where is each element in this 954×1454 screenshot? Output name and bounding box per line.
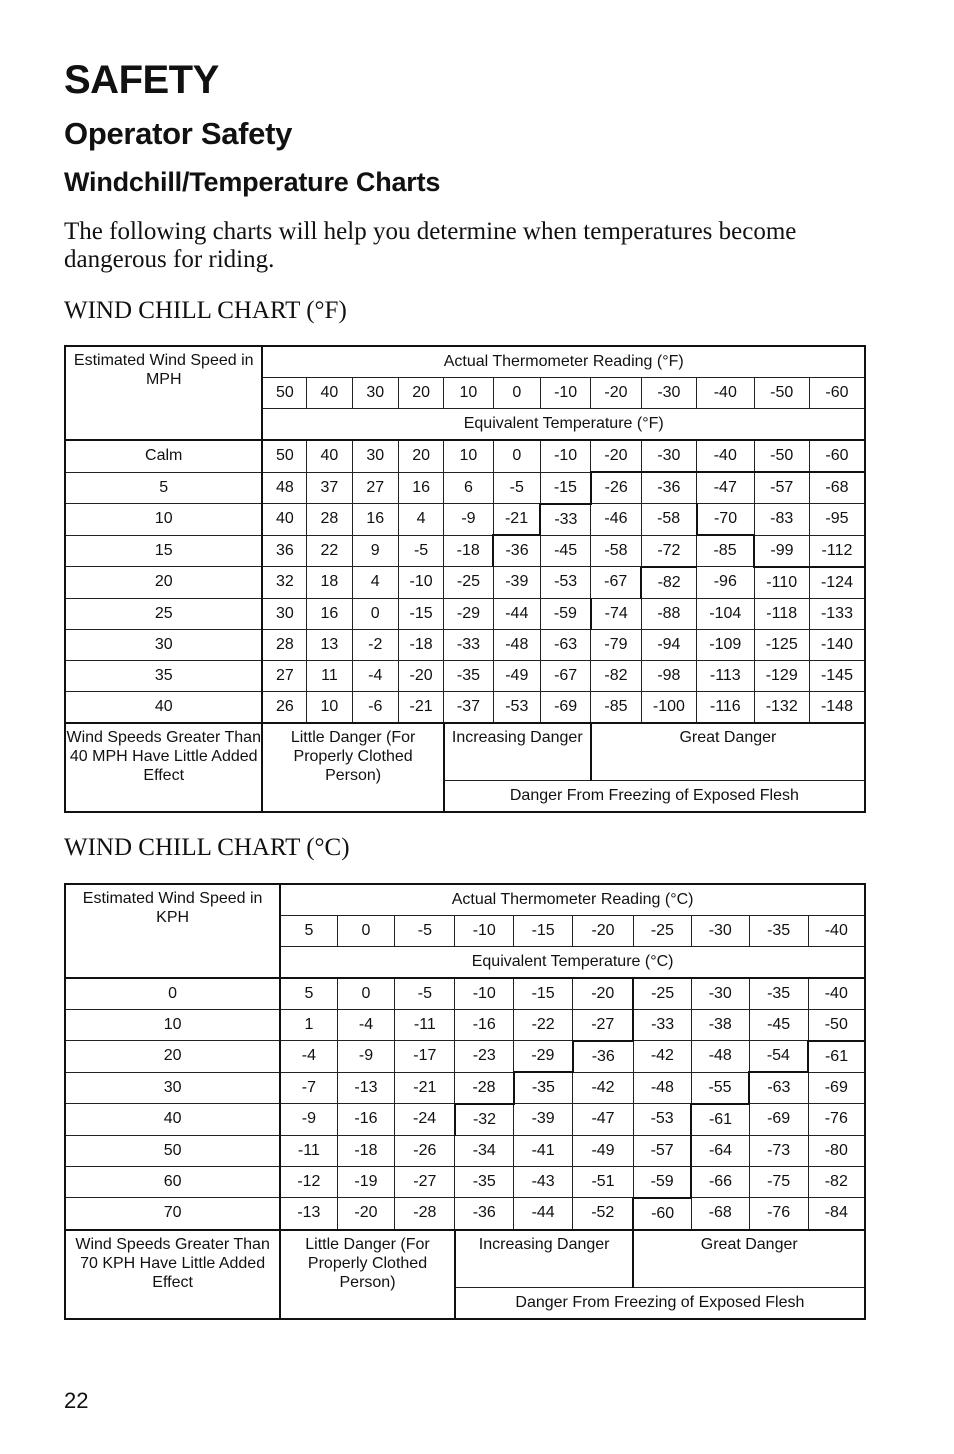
windchill-value-cell: -10 bbox=[398, 567, 443, 599]
table-row bbox=[65, 1041, 865, 1073]
windchill-value-cell: -58 bbox=[591, 535, 641, 567]
windchill-value-cell: 10 bbox=[307, 691, 352, 723]
wind-speed-cell: 20 bbox=[65, 567, 262, 599]
windchill-value-cell: -45 bbox=[749, 1009, 808, 1041]
windchill-value-cell: -51 bbox=[573, 1166, 634, 1198]
table-row bbox=[65, 535, 865, 567]
windchill-value-cell: 22 bbox=[307, 535, 352, 567]
windchill-value-cell: -58 bbox=[641, 504, 696, 536]
windchill-value-cell: -47 bbox=[573, 1104, 634, 1136]
windchill-value-cell: -13 bbox=[337, 1072, 395, 1104]
windchill-value-cell: -60 bbox=[633, 1198, 691, 1230]
windchill-value-cell: 1 bbox=[280, 1009, 337, 1041]
windchill-value-cell: 16 bbox=[307, 598, 352, 629]
windchill-value-cell: -48 bbox=[493, 629, 540, 660]
subsection-title: Operator Safety bbox=[64, 116, 293, 151]
windchill-value-cell: -2 bbox=[352, 629, 398, 660]
windchill-value-cell: -85 bbox=[697, 535, 754, 567]
great-danger-legend: Great Danger bbox=[633, 1230, 865, 1288]
temperature-header-cell: -10 bbox=[455, 915, 514, 946]
windchill-value-cell: -42 bbox=[573, 1072, 634, 1104]
windchill-value-cell: -4 bbox=[337, 1009, 395, 1041]
windchill-value-cell: -49 bbox=[573, 1135, 634, 1166]
wind-speed-cell: 15 bbox=[65, 535, 262, 567]
windchill-value-cell: -4 bbox=[352, 660, 398, 691]
table-row bbox=[65, 504, 865, 536]
windchill-value-cell: -76 bbox=[808, 1104, 865, 1136]
temperature-header-cell: -35 bbox=[749, 915, 808, 946]
freezing-danger-legend: Danger From Freezing of Exposed Flesh bbox=[455, 1287, 865, 1319]
windchill-value-cell: -53 bbox=[540, 567, 590, 599]
windchill-value-cell: -16 bbox=[455, 1009, 514, 1041]
table-row bbox=[65, 567, 865, 599]
windchill-value-cell: -99 bbox=[754, 535, 809, 567]
windchill-value-cell: -70 bbox=[697, 504, 754, 536]
windchill-value-cell: -50 bbox=[808, 1009, 865, 1041]
actual-reading-header: Actual Thermometer Reading (°C) bbox=[280, 884, 865, 916]
wind-speed-note: Wind Speeds Greater Than 40 MPH Have Little Added Effect bbox=[65, 723, 262, 812]
wind-speed-cell: 25 bbox=[65, 598, 262, 629]
windchill-value-cell: -45 bbox=[540, 535, 590, 567]
windchill-value-cell: -33 bbox=[633, 1009, 691, 1041]
windchill-value-cell: -60 bbox=[809, 440, 865, 472]
windchill-value-cell: -15 bbox=[540, 472, 590, 504]
windchill-value-cell: 18 bbox=[307, 567, 352, 599]
windchill-value-cell: -76 bbox=[749, 1198, 808, 1230]
windchill-value-cell: -148 bbox=[809, 691, 865, 723]
windchill-value-cell: -6 bbox=[352, 691, 398, 723]
windchill-value-cell: -20 bbox=[337, 1198, 395, 1230]
windchill-value-cell: -17 bbox=[395, 1041, 455, 1073]
equivalent-temperature-header: Equivalent Temperature (°C) bbox=[280, 946, 865, 978]
windchill-value-cell: -85 bbox=[591, 691, 641, 723]
increasing-danger-legend: Increasing Danger bbox=[444, 723, 591, 781]
windchill-value-cell: -100 bbox=[641, 691, 696, 723]
windchill-value-cell: -63 bbox=[540, 629, 590, 660]
windchill-value-cell: 16 bbox=[398, 472, 443, 504]
table-row bbox=[65, 1135, 865, 1166]
windchill-value-cell: -64 bbox=[691, 1135, 749, 1166]
windchill-value-cell: -7 bbox=[280, 1072, 337, 1104]
wind-speed-cell: Calm bbox=[65, 440, 262, 472]
windchill-value-cell: -96 bbox=[697, 567, 754, 599]
windchill-value-cell: -29 bbox=[514, 1041, 573, 1073]
windchill-value-cell: -26 bbox=[395, 1135, 455, 1166]
windchill-value-cell: -44 bbox=[493, 598, 540, 629]
temperature-header-cell: 0 bbox=[337, 915, 395, 946]
windchill-value-cell: -88 bbox=[641, 598, 696, 629]
windchill-value-cell: -21 bbox=[493, 504, 540, 536]
windchill-value-cell: -54 bbox=[749, 1041, 808, 1073]
wind-speed-cell: 50 bbox=[65, 1135, 280, 1166]
windchill-value-cell: -19 bbox=[337, 1166, 395, 1198]
windchill-value-cell: -75 bbox=[749, 1166, 808, 1198]
windchill-value-cell: -109 bbox=[697, 629, 754, 660]
windchill-value-cell: -15 bbox=[398, 598, 443, 629]
windchill-value-cell: -9 bbox=[280, 1104, 337, 1136]
page-number: 22 bbox=[64, 1388, 89, 1413]
wind-speed-cell: 40 bbox=[65, 691, 262, 723]
windchill-value-cell: -4 bbox=[280, 1041, 337, 1073]
table-row bbox=[65, 978, 865, 1010]
windchill-value-cell: 9 bbox=[352, 535, 398, 567]
windchill-value-cell: -82 bbox=[808, 1166, 865, 1198]
windchill-value-cell: -21 bbox=[398, 691, 443, 723]
windchill-value-cell: -34 bbox=[455, 1135, 514, 1166]
windchill-value-cell: -57 bbox=[633, 1135, 691, 1166]
windchill-value-cell: -13 bbox=[280, 1198, 337, 1230]
windchill-value-cell: -72 bbox=[641, 535, 696, 567]
windchill-value-cell: -104 bbox=[697, 598, 754, 629]
wind-speed-cell: 0 bbox=[65, 978, 280, 1010]
windchill-value-cell: -110 bbox=[754, 567, 809, 599]
table-row bbox=[65, 598, 865, 629]
windchill-value-cell: 4 bbox=[352, 567, 398, 599]
windchill-value-cell: -48 bbox=[691, 1041, 749, 1073]
temperature-header-cell: 0 bbox=[493, 378, 540, 409]
windchill-value-cell: 36 bbox=[262, 535, 306, 567]
windchill-value-cell: 5 bbox=[280, 978, 337, 1010]
windchill-value-cell: -9 bbox=[444, 504, 493, 536]
windchill-value-cell: 37 bbox=[307, 472, 352, 504]
actual-reading-header: Actual Thermometer Reading (°F) bbox=[262, 346, 865, 378]
windchill-value-cell: -98 bbox=[641, 660, 696, 691]
windchill-value-cell: -36 bbox=[493, 535, 540, 567]
windchill-value-cell: 40 bbox=[307, 440, 352, 472]
windchill-value-cell: -29 bbox=[444, 598, 493, 629]
windchill-value-cell: -25 bbox=[633, 978, 691, 1010]
windchill-value-cell: -82 bbox=[591, 660, 641, 691]
windchill-value-cell: -69 bbox=[808, 1072, 865, 1104]
windchill-value-cell: -67 bbox=[591, 567, 641, 599]
temperature-header-cell: 10 bbox=[444, 378, 493, 409]
windchill-value-cell: -37 bbox=[444, 691, 493, 723]
temperature-header-cell: 50 bbox=[262, 378, 306, 409]
wind-speed-cell: 30 bbox=[65, 1072, 280, 1104]
windchill-value-cell: -63 bbox=[749, 1072, 808, 1104]
windchill-value-cell: -32 bbox=[455, 1104, 514, 1136]
table-row bbox=[65, 1198, 865, 1230]
heading: Windchill/Temperature Charts bbox=[64, 167, 441, 197]
windchill-value-cell: -84 bbox=[808, 1198, 865, 1230]
table-row bbox=[65, 1104, 865, 1136]
windchill-value-cell: 27 bbox=[262, 660, 306, 691]
temperature-header-cell: -15 bbox=[514, 915, 573, 946]
windchill-value-cell: -33 bbox=[540, 504, 590, 536]
windchill-value-cell: -27 bbox=[573, 1009, 634, 1041]
windchill-value-cell: 26 bbox=[262, 691, 306, 723]
windchill-value-cell: -40 bbox=[697, 440, 754, 472]
windchill-value-cell: -16 bbox=[337, 1104, 395, 1136]
table-row bbox=[65, 1009, 865, 1041]
windchill-value-cell: -145 bbox=[809, 660, 865, 691]
windchill-value-cell: 32 bbox=[262, 567, 306, 599]
windchill-value-cell: -35 bbox=[514, 1072, 573, 1104]
windchill-value-cell: -113 bbox=[697, 660, 754, 691]
windchill-value-cell: -36 bbox=[573, 1041, 634, 1073]
windchill-value-cell: -25 bbox=[444, 567, 493, 599]
little-danger-legend: Little Danger (For Properly Clothed Person) bbox=[280, 1230, 455, 1319]
windchill-value-cell: -39 bbox=[514, 1104, 573, 1136]
windchill-value-cell: 28 bbox=[307, 504, 352, 536]
windchill-value-cell: -69 bbox=[749, 1104, 808, 1136]
windchill-value-cell: -5 bbox=[395, 978, 455, 1010]
fahrenheit-chart-title: WIND CHILL CHART (°F) bbox=[64, 297, 347, 324]
windchill-value-cell: 16 bbox=[352, 504, 398, 536]
windchill-value-cell: 0 bbox=[493, 440, 540, 472]
windchill-value-cell: -48 bbox=[633, 1072, 691, 1104]
windchill-value-cell: -41 bbox=[514, 1135, 573, 1166]
windchill-value-cell: -79 bbox=[591, 629, 641, 660]
windchill-value-cell: -38 bbox=[691, 1009, 749, 1041]
table-row bbox=[65, 691, 865, 723]
windchill-value-cell: 0 bbox=[337, 978, 395, 1010]
windchill-value-cell: -18 bbox=[444, 535, 493, 567]
freezing-danger-legend: Danger From Freezing of Exposed Flesh bbox=[444, 780, 865, 812]
windchill-value-cell: 13 bbox=[307, 629, 352, 660]
windchill-value-cell: -5 bbox=[398, 535, 443, 567]
windchill-value-cell: -55 bbox=[691, 1072, 749, 1104]
windchill-value-cell: -73 bbox=[749, 1135, 808, 1166]
windchill-value-cell: -35 bbox=[749, 978, 808, 1010]
windchill-value-cell: -36 bbox=[455, 1198, 514, 1230]
windchill-value-cell: -59 bbox=[540, 598, 590, 629]
intro-paragraph: The following charts will help you determine when temperatures become dangerous for riding. bbox=[64, 218, 797, 273]
windchill-value-cell: -18 bbox=[337, 1135, 395, 1166]
legend-row bbox=[65, 723, 865, 781]
windchill-value-cell: 50 bbox=[262, 440, 306, 472]
windchill-value-cell: -10 bbox=[455, 978, 514, 1010]
wind-speed-cell: 70 bbox=[65, 1198, 280, 1230]
windchill-value-cell: -61 bbox=[808, 1041, 865, 1073]
wind-speed-cell: 60 bbox=[65, 1166, 280, 1198]
windchill-value-cell: -26 bbox=[591, 472, 641, 504]
windchill-value-cell: -66 bbox=[691, 1166, 749, 1198]
windchill-value-cell: 4 bbox=[398, 504, 443, 536]
wind-speed-cell: 30 bbox=[65, 629, 262, 660]
windchill-value-cell: 40 bbox=[262, 504, 306, 536]
windchill-value-cell: -20 bbox=[398, 660, 443, 691]
table-row bbox=[65, 472, 865, 504]
windchill-value-cell: -35 bbox=[455, 1166, 514, 1198]
windchill-value-cell: -35 bbox=[444, 660, 493, 691]
windchill-value-cell: -61 bbox=[691, 1104, 749, 1136]
windchill-value-cell: -133 bbox=[809, 598, 865, 629]
temperature-header-cell: -10 bbox=[540, 378, 590, 409]
windchill-value-cell: -23 bbox=[455, 1041, 514, 1073]
windchill-value-cell: -49 bbox=[493, 660, 540, 691]
windchill-value-cell: -50 bbox=[754, 440, 809, 472]
windchill-value-cell: -116 bbox=[697, 691, 754, 723]
windchill-value-cell: -59 bbox=[633, 1166, 691, 1198]
table-row bbox=[65, 629, 865, 660]
table-row bbox=[65, 660, 865, 691]
section-title: SAFETY bbox=[64, 58, 219, 102]
windchill-value-cell: -74 bbox=[591, 598, 641, 629]
windchill-value-cell: -11 bbox=[280, 1135, 337, 1166]
windchill-value-cell: 27 bbox=[352, 472, 398, 504]
windchill-value-cell: -68 bbox=[691, 1198, 749, 1230]
wind-speed-cell: 20 bbox=[65, 1041, 280, 1073]
temperature-header-cell: -40 bbox=[697, 378, 754, 409]
windchill-value-cell: -132 bbox=[754, 691, 809, 723]
windchill-value-cell: 0 bbox=[352, 598, 398, 629]
windchill-value-cell: 30 bbox=[262, 598, 306, 629]
temperature-header-cell: -30 bbox=[691, 915, 749, 946]
windchill-value-cell: -9 bbox=[337, 1041, 395, 1073]
wind-speed-header: Estimated Wind Speed in MPH bbox=[65, 346, 262, 440]
header-row bbox=[65, 346, 865, 378]
legend-row bbox=[65, 1230, 865, 1288]
windchill-value-cell: -15 bbox=[514, 978, 573, 1010]
windchill-value-cell: -42 bbox=[633, 1041, 691, 1073]
table-row bbox=[65, 1166, 865, 1198]
windchill-value-cell: -83 bbox=[754, 504, 809, 536]
windchill-value-cell: -30 bbox=[691, 978, 749, 1010]
windchill-value-cell: -80 bbox=[808, 1135, 865, 1166]
windchill-value-cell: -43 bbox=[514, 1166, 573, 1198]
table-row bbox=[65, 440, 865, 472]
table-row bbox=[65, 1072, 865, 1104]
windchill-value-cell: -94 bbox=[641, 629, 696, 660]
temperature-header-cell: -25 bbox=[633, 915, 691, 946]
temperature-header-cell: 30 bbox=[352, 378, 398, 409]
header-row bbox=[65, 884, 865, 916]
windchill-value-cell: -53 bbox=[633, 1104, 691, 1136]
windchill-value-cell: -28 bbox=[395, 1198, 455, 1230]
temperature-header-cell: -60 bbox=[809, 378, 865, 409]
temperature-header-cell: -20 bbox=[591, 378, 641, 409]
windchill-value-cell: -124 bbox=[809, 567, 865, 599]
windchill-value-cell: -12 bbox=[280, 1166, 337, 1198]
windchill-value-cell: 20 bbox=[398, 440, 443, 472]
windchill-value-cell: 30 bbox=[352, 440, 398, 472]
windchill-value-cell: -125 bbox=[754, 629, 809, 660]
windchill-value-cell: -112 bbox=[809, 535, 865, 567]
wind-speed-cell: 35 bbox=[65, 660, 262, 691]
fahrenheit-windchill-table bbox=[64, 345, 866, 813]
windchill-value-cell: 11 bbox=[307, 660, 352, 691]
windchill-value-cell: -67 bbox=[540, 660, 590, 691]
windchill-value-cell: 28 bbox=[262, 629, 306, 660]
wind-speed-note: Wind Speeds Greater Than 70 KPH Have Little Added Effect bbox=[65, 1230, 280, 1319]
windchill-value-cell: -46 bbox=[591, 504, 641, 536]
windchill-value-cell: -24 bbox=[395, 1104, 455, 1136]
celsius-windchill-table bbox=[64, 883, 866, 1320]
windchill-value-cell: -20 bbox=[573, 978, 634, 1010]
windchill-value-cell: -57 bbox=[754, 472, 809, 504]
temperature-header-cell: -30 bbox=[641, 378, 696, 409]
wind-speed-cell: 5 bbox=[65, 472, 262, 504]
windchill-value-cell: -20 bbox=[591, 440, 641, 472]
windchill-value-cell: -27 bbox=[395, 1166, 455, 1198]
windchill-value-cell: -129 bbox=[754, 660, 809, 691]
windchill-value-cell: -21 bbox=[395, 1072, 455, 1104]
windchill-value-cell: -40 bbox=[808, 978, 865, 1010]
temperature-header-cell: 5 bbox=[280, 915, 337, 946]
temperature-header-cell: 40 bbox=[307, 378, 352, 409]
windchill-value-cell: -30 bbox=[641, 440, 696, 472]
celsius-chart-title: WIND CHILL CHART (°C) bbox=[64, 833, 350, 861]
windchill-value-cell: -28 bbox=[455, 1072, 514, 1104]
page-content bbox=[64, 56, 866, 1320]
windchill-value-cell: -53 bbox=[493, 691, 540, 723]
wind-speed-cell: 10 bbox=[65, 504, 262, 536]
windchill-value-cell: -118 bbox=[754, 598, 809, 629]
windchill-value-cell: -68 bbox=[809, 472, 865, 504]
windchill-value-cell: 6 bbox=[444, 472, 493, 504]
windchill-value-cell: -69 bbox=[540, 691, 590, 723]
windchill-value-cell: -22 bbox=[514, 1009, 573, 1041]
windchill-value-cell: -33 bbox=[444, 629, 493, 660]
windchill-value-cell: -82 bbox=[641, 567, 696, 599]
temperature-header-cell: -5 bbox=[395, 915, 455, 946]
windchill-value-cell: -18 bbox=[398, 629, 443, 660]
windchill-value-cell: -47 bbox=[697, 472, 754, 504]
windchill-value-cell: 10 bbox=[444, 440, 493, 472]
windchill-value-cell: -36 bbox=[641, 472, 696, 504]
windchill-value-cell: -39 bbox=[493, 567, 540, 599]
wind-speed-cell: 40 bbox=[65, 1104, 280, 1136]
wind-speed-cell: 10 bbox=[65, 1009, 280, 1041]
windchill-value-cell: -10 bbox=[540, 440, 590, 472]
temperature-header-cell: -20 bbox=[573, 915, 634, 946]
windchill-value-cell: -44 bbox=[514, 1198, 573, 1230]
windchill-value-cell: -11 bbox=[395, 1009, 455, 1041]
wind-speed-header: Estimated Wind Speed in KPH bbox=[65, 884, 280, 978]
windchill-value-cell: -140 bbox=[809, 629, 865, 660]
equivalent-temperature-header: Equivalent Temperature (°F) bbox=[262, 409, 865, 441]
windchill-value-cell: 48 bbox=[262, 472, 306, 504]
windchill-value-cell: -52 bbox=[573, 1198, 634, 1230]
windchill-value-cell: -95 bbox=[809, 504, 865, 536]
great-danger-legend: Great Danger bbox=[591, 723, 865, 781]
windchill-value-cell: -5 bbox=[493, 472, 540, 504]
temperature-header-cell: -50 bbox=[754, 378, 809, 409]
temperature-header-cell: 20 bbox=[398, 378, 443, 409]
increasing-danger-legend: Increasing Danger bbox=[455, 1230, 634, 1288]
little-danger-legend: Little Danger (For Properly Clothed Person) bbox=[262, 723, 443, 812]
temperature-header-cell: -40 bbox=[808, 915, 865, 946]
